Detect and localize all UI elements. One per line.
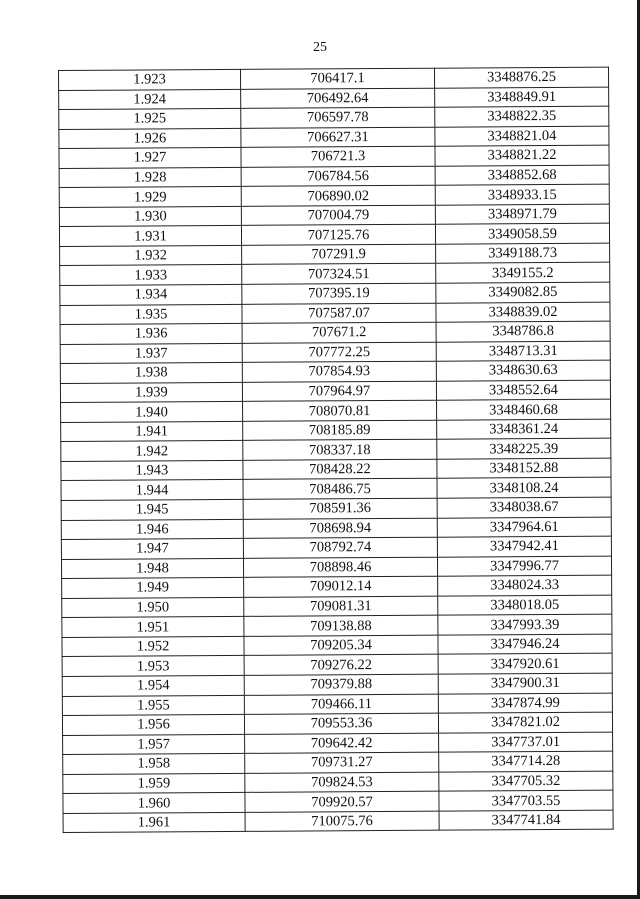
x-coordinate-cell: 709012.14 [244,576,438,597]
y-coordinate-cell: 3348038.67 [437,497,611,518]
point-id-cell: 1.942 [61,441,243,462]
point-id-cell: 1.924 [59,89,241,110]
point-id-cell: 1.931 [59,226,241,247]
y-coordinate-cell: 3348460.68 [437,399,611,420]
point-id-cell: 1.934 [60,284,242,305]
y-coordinate-cell: 3347705.32 [439,771,613,792]
x-coordinate-cell: 708698.94 [243,518,437,539]
x-coordinate-cell: 706721.3 [241,146,435,167]
x-coordinate-cell: 707125.76 [241,225,435,246]
x-coordinate-cell: 707854.93 [242,361,436,382]
y-coordinate-cell: 3347714.28 [439,751,613,772]
y-coordinate-cell: 3347703.55 [439,790,613,811]
x-coordinate-cell: 707395.19 [242,283,436,304]
x-coordinate-cell: 707587.07 [242,303,436,324]
x-coordinate-cell: 706417.1 [240,68,434,89]
point-id-cell: 1.939 [60,382,242,403]
y-coordinate-cell: 3347920.61 [438,654,612,675]
point-id-cell: 1.933 [60,265,242,286]
y-coordinate-cell: 3348933.15 [435,184,609,205]
point-id-cell: 1.951 [62,617,244,638]
point-id-cell: 1.948 [61,558,243,579]
point-id-cell: 1.925 [59,108,241,129]
point-id-cell: 1.959 [63,773,245,794]
x-coordinate-cell: 709824.53 [245,772,439,793]
y-coordinate-cell: 3347874.99 [438,693,612,714]
point-id-cell: 1.937 [60,343,242,364]
x-coordinate-cell: 709276.22 [244,655,438,676]
point-id-cell: 1.952 [62,636,244,657]
x-coordinate-cell: 707291.9 [242,244,436,265]
x-coordinate-cell: 707964.97 [242,381,436,402]
y-coordinate-cell: 3348839.02 [436,302,610,323]
x-coordinate-cell: 706890.02 [241,185,435,206]
x-coordinate-cell: 710075.76 [245,811,439,832]
y-coordinate-cell: 3349082.85 [436,282,610,303]
point-id-cell: 1.926 [59,128,241,149]
point-id-cell: 1.941 [61,421,243,442]
x-coordinate-cell: 708337.18 [243,440,437,461]
y-coordinate-cell: 3348971.79 [435,204,609,225]
point-id-cell: 1.957 [63,734,245,755]
x-coordinate-cell: 708792.74 [243,537,437,558]
y-coordinate-cell: 3348361.24 [437,419,611,440]
x-coordinate-cell: 709138.88 [244,616,438,637]
y-coordinate-cell: 3348713.31 [436,341,610,362]
x-coordinate-cell: 707671.2 [242,322,436,343]
point-id-cell: 1.955 [62,695,244,716]
x-coordinate-cell: 707324.51 [242,264,436,285]
y-coordinate-cell: 3348225.39 [437,439,611,460]
y-coordinate-cell: 3349188.73 [436,243,610,264]
x-coordinate-cell: 708486.75 [243,479,437,500]
point-id-cell: 1.953 [62,656,244,677]
point-id-cell: 1.935 [60,304,242,325]
point-id-cell: 1.945 [61,499,243,520]
point-id-cell: 1.960 [63,793,245,814]
x-coordinate-cell: 707004.79 [241,205,435,226]
x-coordinate-cell: 709920.57 [245,791,439,812]
x-coordinate-cell: 709642.42 [245,733,439,754]
y-coordinate-cell: 3347737.01 [439,732,613,753]
y-coordinate-cell: 3347821.02 [438,712,612,733]
x-coordinate-cell: 708591.36 [243,498,437,519]
point-id-cell: 1.944 [61,480,243,501]
y-coordinate-cell: 3348024.33 [438,575,612,596]
point-id-cell: 1.956 [62,714,244,735]
x-coordinate-cell: 709205.34 [244,635,438,656]
x-coordinate-cell: 709379.88 [244,674,438,695]
point-id-cell: 1.936 [60,323,242,344]
point-id-cell: 1.932 [60,245,242,266]
y-coordinate-cell: 3347964.61 [437,517,611,538]
table-body [59,67,614,833]
x-coordinate-cell: 708428.22 [243,459,437,480]
y-coordinate-cell: 3348822.35 [435,106,609,127]
x-coordinate-cell: 709553.36 [244,713,438,734]
y-coordinate-cell: 3348152.88 [437,458,611,479]
x-coordinate-cell: 708898.46 [243,557,437,578]
y-coordinate-cell: 3348108.24 [437,478,611,499]
y-coordinate-cell: 3348018.05 [438,595,612,616]
point-id-cell: 1.928 [59,167,241,188]
y-coordinate-cell: 3347993.39 [438,614,612,635]
y-coordinate-cell: 3348630.63 [436,360,610,381]
x-coordinate-cell: 709731.27 [245,752,439,773]
point-id-cell: 1.961 [63,812,245,833]
point-id-cell: 1.943 [61,460,243,481]
y-coordinate-cell: 3347996.77 [437,556,611,577]
x-coordinate-cell: 706597.78 [241,107,435,128]
point-id-cell: 1.929 [59,187,241,208]
y-coordinate-cell: 3349058.59 [435,224,609,245]
point-id-cell: 1.950 [62,597,244,618]
y-coordinate-cell: 3348849.91 [435,87,609,108]
x-coordinate-cell: 706784.56 [241,166,435,187]
x-coordinate-cell: 706492.64 [241,88,435,109]
coordinates-table [58,67,614,834]
table-row [63,810,613,833]
y-coordinate-cell: 3348786.8 [436,321,610,342]
page-number: 25 [313,40,327,55]
y-coordinate-cell: 3347942.41 [437,536,611,557]
x-coordinate-cell: 709466.11 [244,694,438,715]
point-id-cell: 1.946 [61,519,243,540]
x-coordinate-cell: 706627.31 [241,127,435,148]
x-coordinate-cell: 707772.25 [242,342,436,363]
point-id-cell: 1.958 [63,754,245,775]
y-coordinate-cell: 3347741.84 [439,810,613,831]
x-coordinate-cell: 708185.89 [243,420,437,441]
point-id-cell: 1.954 [62,675,244,696]
y-coordinate-cell: 3349155.2 [436,263,610,284]
y-coordinate-cell: 3348552.64 [436,380,610,401]
point-id-cell: 1.930 [59,206,241,227]
point-id-cell: 1.923 [59,69,241,90]
y-coordinate-cell: 3348852.68 [435,165,609,186]
point-id-cell: 1.938 [60,363,242,384]
y-coordinate-cell: 3347900.31 [438,673,612,694]
y-coordinate-cell: 3348821.04 [435,126,609,147]
point-id-cell: 1.947 [61,539,243,560]
y-coordinate-cell: 3348876.25 [434,67,608,88]
x-coordinate-cell: 709081.31 [244,596,438,617]
point-id-cell: 1.949 [62,578,244,599]
x-coordinate-cell: 708070.81 [243,400,437,421]
y-coordinate-cell: 3348821.22 [435,145,609,166]
point-id-cell: 1.927 [59,148,241,169]
y-coordinate-cell: 3347946.24 [438,634,612,655]
point-id-cell: 1.940 [61,402,243,423]
